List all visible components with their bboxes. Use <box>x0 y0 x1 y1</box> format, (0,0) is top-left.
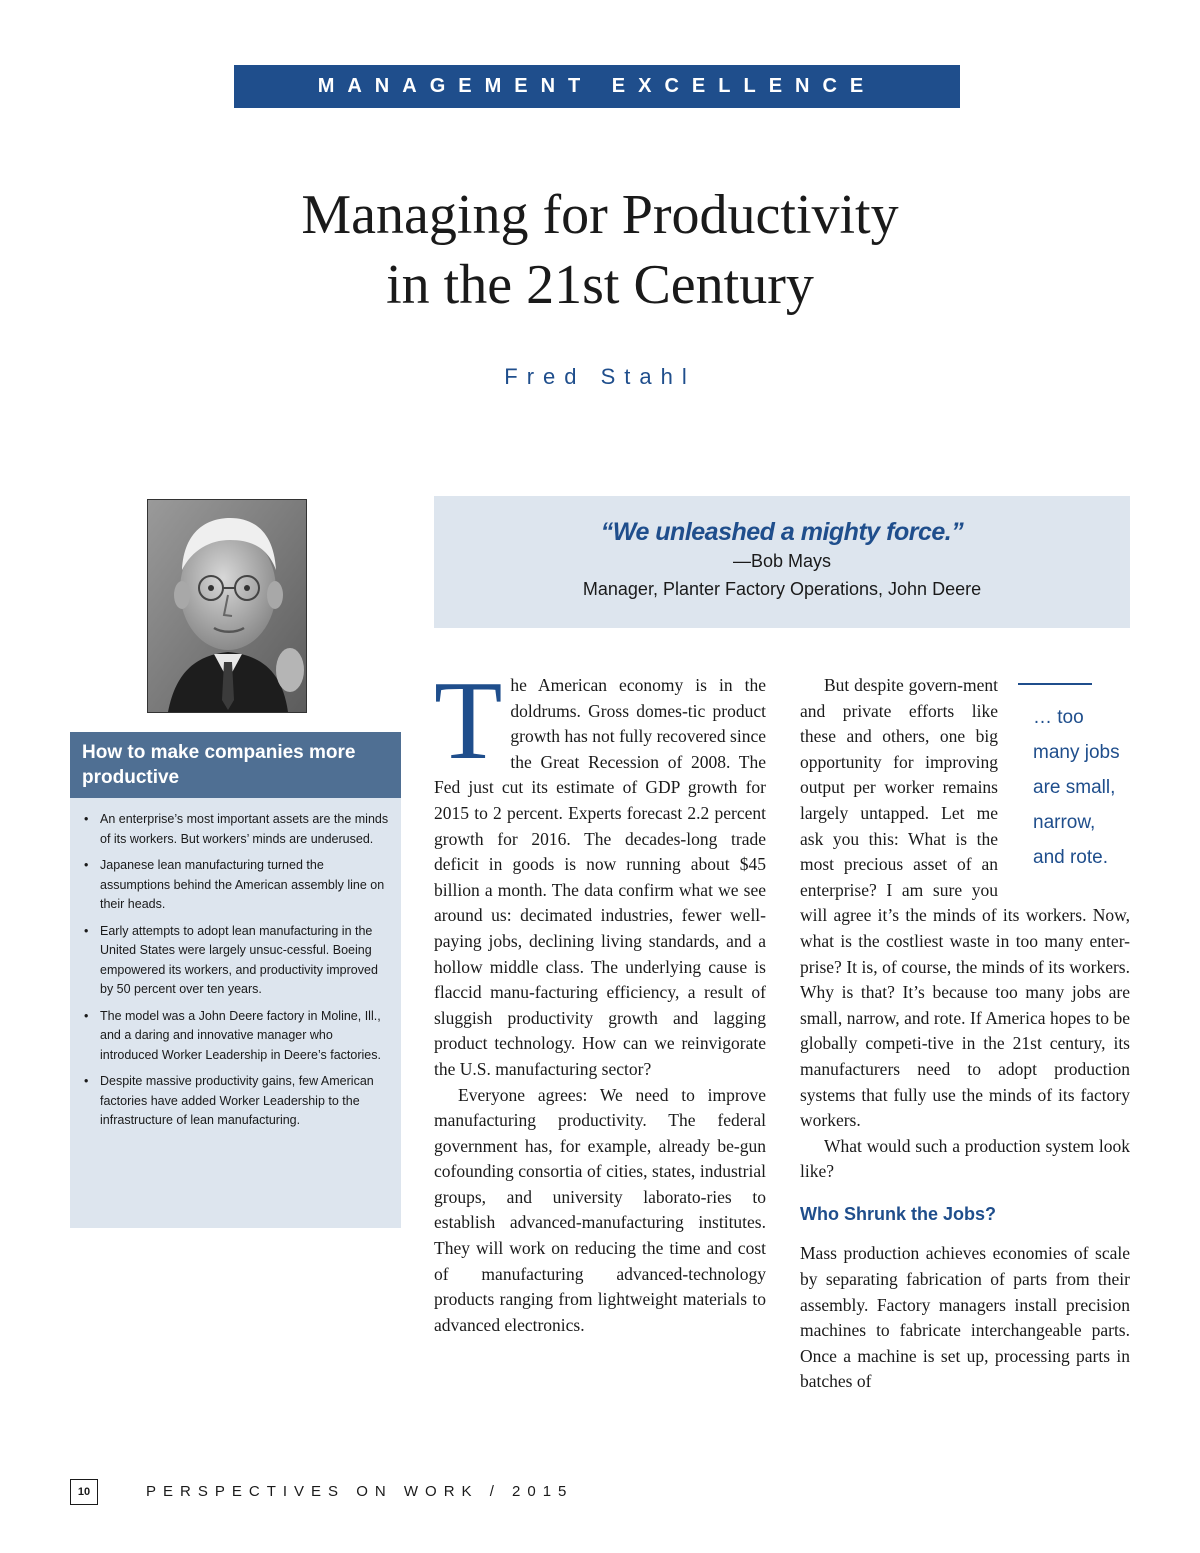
article-column-1 <box>434 659 766 1338</box>
pullquote-text: “We unleashed a mighty force.” <box>600 518 964 546</box>
author-photo <box>147 499 307 713</box>
author-portrait-icon <box>148 500 306 712</box>
sidebar-list-item: • An enterprise’s most important assets are the minds of its workers. But workers’ minds are underused. <box>100 810 389 849</box>
article-column-2 <box>800 673 1130 1395</box>
section-banner: MANAGEMENT EXCELLENCE <box>234 65 960 108</box>
pullquote-role: Manager, Planter Factory Operations, John Deere <box>582 579 982 599</box>
article-paragraph-5: Mass production achieves economies of scale by separating fabrication of parts from their assembly. Factory managers install precision machines to fabricate interchangeable parts. Once a machine is set up, processing parts in batches of <box>800 1243 1130 1392</box>
article-title <box>0 180 1200 320</box>
sidebar-list <box>70 798 401 1131</box>
side-pullquote-text: … too many jobs are small, narrow, and rote. <box>1033 707 1120 868</box>
page-number: 10 <box>70 1479 98 1505</box>
title-line-1: Managing for Productivity <box>301 184 899 246</box>
drop-cap: T <box>434 659 503 783</box>
pullquote-attribution: —Bob Mays <box>732 551 832 571</box>
sidebar-list-item: • Despite massive productivity gains, few American factories have added Worker Leadership to the infrastructure of lean manufacturing. <box>100 1072 389 1131</box>
sidebar-list-item: • Early attempts to adopt lean manufacturing in the United States were largely unsuc-cessful. Boeing empowered its workers, and productivity improved by 50 percent over ten years. <box>100 922 389 1000</box>
publication-footer: PERSPECTIVES ON WORK / 2015 <box>146 1483 574 1500</box>
title-line-2: in the 21st Century <box>386 254 814 316</box>
sidebar-list-item: • Japanese lean manufacturing turned the assumptions behind the American assembly line on their heads. <box>100 856 389 915</box>
side-pullquote <box>1010 673 1130 903</box>
article-paragraph-4: What would such a production system look like? <box>800 1135 1130 1182</box>
article-paragraph-3: But despite govern-ment and private efforts like these and others, one big opportunity for improving output per worker remains largely untapped. Let me ask you this: What is the most precious asset of an enterprise? I am sure you will agree it’s the minds of its workers. Now, what is the costliest waste in too many enter-prise? It is, of course, the minds of its workers. Why is that? It’s because too many jobs are small, narrow, and rote. If America hopes to be globally competi-tive in the 21st century, its manufacturers need to adopt production systems that fully use the minds of its factory workers. <box>800 675 1130 1131</box>
author-byline: Fred Stahl <box>504 364 696 389</box>
pullquote-box <box>434 496 1130 628</box>
article-paragraph-2: Everyone agrees: We need to improve manufacturing productivity. The federal government has, for example, already be-gun cofounding consortia of cities, states, industrial groups, and university laborato-ries to establish advanced-manufacturing institutes. They will work on reducing the time and cost of manufacturing advanced-technology products ranging from lightweight materials to advanced electronics. <box>434 1084 766 1335</box>
article-paragraph-1 <box>434 659 766 1083</box>
summary-sidebar <box>70 732 401 1228</box>
paragraph-1-text: he American economy is in the doldrums. Gross domes-tic product growth has not fully recovered since the Great Recession of 2008. The Fed just cut its estimate of GDP growth for 2015 to 2 percent. Experts forecast 2.2 percent growth for 2016. The decades-long trade deficit in goods is now running about $45 billion a month. The data confirm what we see around us: decimated industries, fewer well-paying jobs, declining living standards, and a hollow middle class. The underlying cause is flaccid manu-facturing efficiency, a result of sluggish productivity growth and lagging product technology. How can we reinvigorate the U.S. manufacturing sector? <box>434 675 766 1079</box>
sidebar-title: How to make companies more productive <box>70 732 401 798</box>
side-pullquote-rule <box>1018 683 1092 685</box>
article-subhead: Who Shrunk the Jobs? <box>800 1203 996 1224</box>
sidebar-list-item: • The model was a John Deere factory in Moline, Ill., and a daring and innovative manager who introduced Worker Leadership in Deere’s factories. <box>100 1007 389 1066</box>
